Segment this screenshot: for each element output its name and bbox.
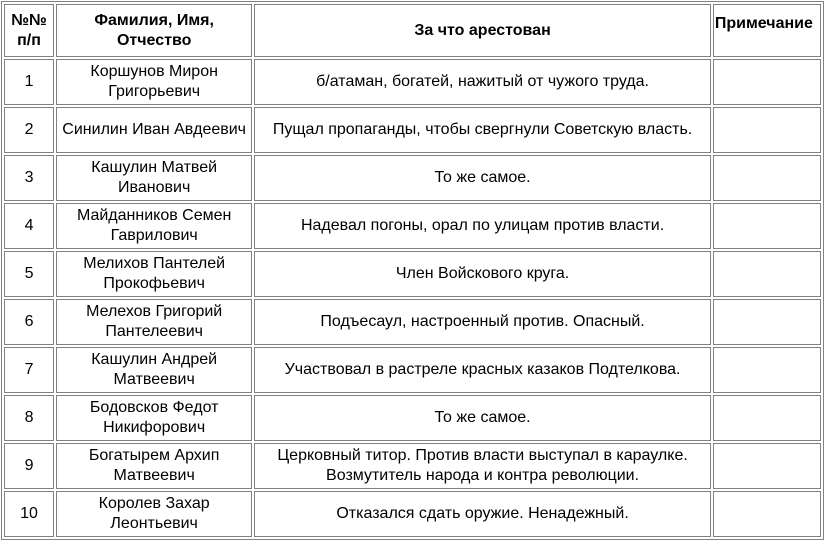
row-note (713, 491, 821, 537)
row-number: 10 (4, 491, 54, 537)
row-full-name: Синилин Иван Авдеевич (56, 107, 252, 153)
row-note (713, 107, 821, 153)
row-note (713, 251, 821, 297)
row-number: 8 (4, 395, 54, 441)
row-reason: То же самое. (254, 395, 711, 441)
row-full-name: Майданников Семен Гаврилович (56, 203, 252, 249)
row-reason: То же самое. (254, 155, 711, 201)
row-number: 7 (4, 347, 54, 393)
row-number: 5 (4, 251, 54, 297)
row-full-name: Коршунов Мирон Григорьевич (56, 59, 252, 105)
row-note (713, 347, 821, 393)
table-header-row (4, 4, 821, 57)
arrest-list-table (1, 1, 824, 540)
row-note (713, 155, 821, 201)
row-full-name: Мелехов Григорий Пантелеевич (56, 299, 252, 345)
row-note (713, 443, 821, 489)
row-reason: б/атаман, богатей, нажитый от чужого труда. (254, 59, 711, 105)
row-full-name: Бодовсков Федот Никифорович (56, 395, 252, 441)
header-note: Примечание (713, 4, 821, 57)
table-row (4, 155, 821, 201)
row-full-name: Кашулин Андрей Матвеевич (56, 347, 252, 393)
table-row (4, 299, 821, 345)
table-row (4, 491, 821, 537)
table-row (4, 443, 821, 489)
row-note (713, 395, 821, 441)
row-reason: Церковный титор. Против власти выступал в караулке. Возмутитель народа и контра революции. (254, 443, 711, 489)
row-reason: Участвовал в растреле красных казаков Подтелкова. (254, 347, 711, 393)
row-number: 6 (4, 299, 54, 345)
row-full-name: Богатырем Архип Матвеевич (56, 443, 252, 489)
row-note (713, 299, 821, 345)
row-number: 3 (4, 155, 54, 201)
row-full-name: Кашулин Матвей Иванович (56, 155, 252, 201)
row-full-name: Королев Захар Леонтьевич (56, 491, 252, 537)
table-body (4, 59, 821, 537)
table-row (4, 395, 821, 441)
row-note (713, 203, 821, 249)
row-reason: Отказался сдать оружие. Ненадежный. (254, 491, 711, 537)
table-row (4, 251, 821, 297)
table-row (4, 347, 821, 393)
row-reason: Пущал пропаганды, чтобы свергнули Советскую власть. (254, 107, 711, 153)
table-row (4, 107, 821, 153)
row-reason: Член Войскового круга. (254, 251, 711, 297)
row-number: 4 (4, 203, 54, 249)
header-reason: За что арестован (254, 4, 711, 57)
table-row (4, 203, 821, 249)
table-row (4, 59, 821, 105)
row-reason: Надевал погоны, орал по улицам против власти. (254, 203, 711, 249)
header-full-name: Фамилия, Имя, Отчество (56, 4, 252, 57)
row-number: 9 (4, 443, 54, 489)
row-note (713, 59, 821, 105)
row-number: 2 (4, 107, 54, 153)
row-reason: Подъесаул, настроенный против. Опасный. (254, 299, 711, 345)
row-full-name: Мелихов Пантелей Прокофьевич (56, 251, 252, 297)
row-number: 1 (4, 59, 54, 105)
header-number: №№ п/п (4, 4, 54, 57)
